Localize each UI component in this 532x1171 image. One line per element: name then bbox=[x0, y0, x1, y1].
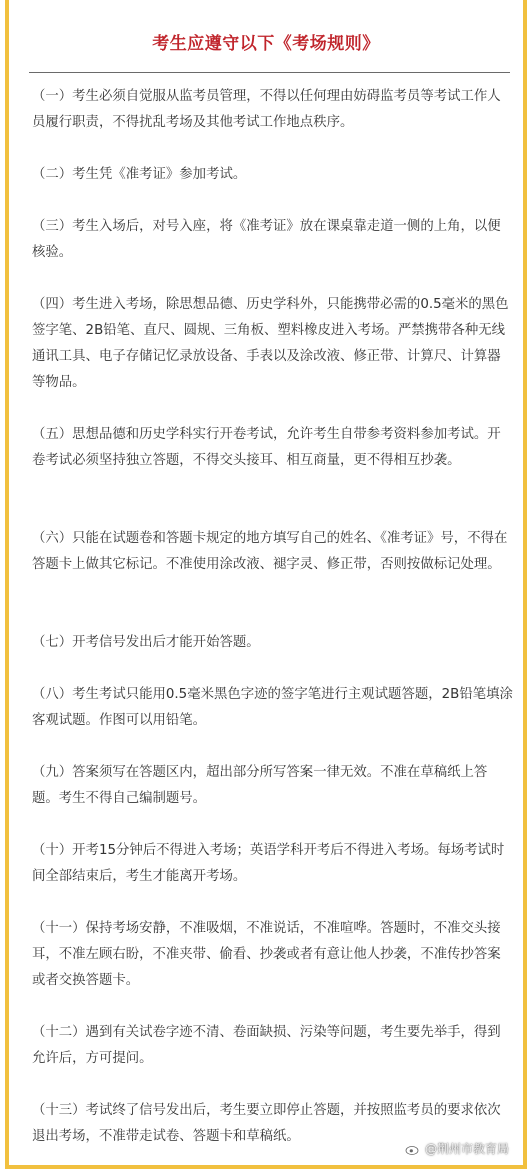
rules-list bbox=[32, 84, 514, 1150]
rule-item-6: （六）只能在试题卷和答题卡规定的地方填写自己的姓名、《准考证》号，不得在答题卡上做其它标记。不准使用涂改液、褪字灵、修正带，否则按做标记处理。 bbox=[32, 531, 508, 572]
rule-item-11: （十一）保持考场安静，不准吸烟，不准说话，不准喧哗。答题时，不准交头接耳，不准左顾右盼，不准夹带、偷看、抄袭或者有意让他人抄袭，不准传抄答案或者交换答题卡。 bbox=[32, 921, 501, 988]
rule-item-7: （七）开考信号发出后才能开始答题。 bbox=[32, 635, 260, 650]
title-divider bbox=[29, 72, 510, 73]
rule-item-8: （八）考生考试只能用0.5毫米黑色字迹的签字笔进行主观试题答题，2B铅笔填涂客观试题。作图可以用铅笔。 bbox=[32, 687, 513, 728]
watermark-text: @荆州市教育局 bbox=[424, 1142, 509, 1156]
rule-item-12: （十二）遇到有关试卷字迹不清、卷面缺损、污染等问题，考生要先举手，得到允许后，方可提问。 bbox=[32, 1025, 501, 1066]
rule-item-5: （五）思想品德和历史学科实行开卷考试，允许考生自带参考资料参加考试。开卷考试必须坚持独立答题，不得交头接耳、相互商量，更不得相互抄袭。 bbox=[32, 427, 501, 468]
watermark bbox=[405, 1141, 509, 1157]
rule-item-13: （十三）考试终了信号发出后，考生要立即停止答题，并按照监考员的要求依次退出考场，不准带走试卷、答题卡和草稿纸。 bbox=[32, 1103, 501, 1144]
rule-item-10: （十）开考15分钟后不得进入考场；英语学科开考后不得进入考场。每场考试时间全部结束后，考生才能离开考场。 bbox=[32, 843, 505, 884]
rule-item-1: （一）考生必须自觉服从监考员管理，不得以任何理由妨碍监考员等考试工作人员履行职责，不得扰乱考场及其他考试工作地点秩序。 bbox=[32, 89, 501, 130]
rule-item-3: （三）考生入场后，对号入座，将《准考证》放在课桌靠走道一侧的上角，以便核验。 bbox=[32, 219, 501, 260]
rule-item-4: （四）考生进入考场，除思想品德、历史学科外，只能携带必需的0.5毫米的黑色签字笔、2B铅笔、直尺、圆规、三角板、塑料橡皮进入考场。严禁携带各种无线通讯工具、电子存储记忆录放设备、手表以及涂改液、修正带、计算尺、计算器等物品。 bbox=[32, 297, 509, 390]
page-title: 考生应遵守以下《考场规则》 bbox=[152, 34, 380, 54]
rules-panel bbox=[5, 0, 527, 1169]
rule-item-2: （二）考生凭《准考证》参加考试。 bbox=[32, 167, 247, 182]
rule-item-9: （九）答案须写在答题区内，超出部分所写答案一律无效。不准在草稿纸上答题。考生不得自己编制题号。 bbox=[32, 765, 488, 806]
weibo-icon bbox=[405, 1143, 421, 1155]
